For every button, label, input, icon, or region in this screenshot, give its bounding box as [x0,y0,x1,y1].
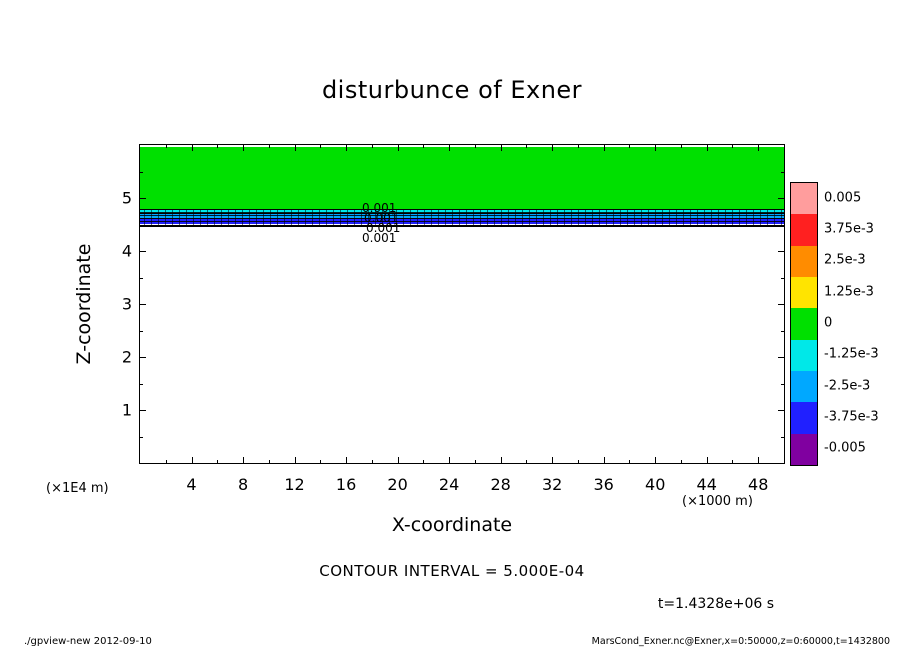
x-minor-tick [758,144,759,148]
x-minor-tick [166,144,167,148]
x-tick-label: 4 [186,475,197,494]
x-minor-tick [346,460,347,464]
colorbar-segment [791,214,817,245]
colorbar [790,182,818,466]
y-tick-label: 3 [121,294,132,314]
y-minor-tick [781,278,785,279]
x-tick-label: 24 [438,475,460,494]
x-minor-tick [192,144,193,148]
x-minor-tick [526,144,527,148]
y-tick [139,410,146,411]
x-tick-label: 32 [541,475,563,494]
x-minor-tick [655,144,656,148]
x-minor-tick [552,460,553,464]
colorbar-segment [791,340,817,371]
x-tick-label: 16 [335,475,357,494]
colorbar-segment [791,183,817,214]
contour-line [140,221,784,222]
x-minor-tick [423,460,424,464]
y-tick [139,198,146,199]
y-tick-right [778,198,785,199]
x-minor-tick [707,460,708,464]
colorbar-tick-label: 1.25e-3 [824,284,874,300]
x-minor-tick [501,144,502,148]
contour-line [140,215,784,216]
y-minor-tick [139,225,143,226]
y-axis-label: Z-coordinate [73,243,95,365]
x-minor-tick [192,460,193,464]
colorbar-tick-label: -2.5e-3 [824,378,871,394]
y-tick-label: 1 [121,400,132,420]
time-stamp: t=1.4328e+06 s [657,596,774,612]
x-tick-label: 44 [696,475,717,494]
contour-value-label: 0.001 [362,201,397,215]
x-minor-tick [243,144,244,148]
x-minor-tick [578,144,579,148]
x-minor-tick [681,144,682,148]
contour-value-label: 0.001 [362,231,397,245]
x-tick-label: 8 [237,475,249,494]
colorbar-tick-label: -3.75e-3 [824,409,879,425]
footer-left: ./gpview-new 2012-09-10 [24,636,152,647]
colorbar-tick-label: -1.25e-3 [824,346,879,362]
colorbar-tick-label: -0.005 [824,440,866,456]
x-minor-tick [501,460,502,464]
y-tick [139,357,146,358]
contour-band [140,227,784,463]
x-minor-tick [604,144,605,148]
x-minor-tick [475,460,476,464]
contour-boundary [140,226,784,227]
x-minor-tick [707,144,708,148]
y-tick-label: 5 [121,188,132,208]
x-minor-tick [578,460,579,464]
colorbar-segment [791,434,817,465]
x-minor-tick [269,144,270,148]
y-minor-tick [139,278,143,279]
colorbar-segment [791,371,817,402]
page-title: disturbunce of Exner [321,76,583,104]
x-minor-tick [655,460,656,464]
x-axis-unit: (×1000 m) [682,494,753,509]
contour-interval-note: CONTOUR INTERVAL = 5.000E-04 [319,562,585,580]
x-minor-tick [398,144,399,148]
x-minor-tick [243,460,244,464]
x-minor-tick [604,460,605,464]
x-tick-label: 20 [387,475,408,494]
y-minor-tick [781,384,785,385]
x-minor-tick [320,460,321,464]
y-minor-tick [781,172,785,173]
y-tick-right [778,410,785,411]
x-minor-tick [372,460,373,464]
x-tick-label: 12 [284,475,305,494]
x-minor-tick [423,144,424,148]
colorbar-segment [791,277,817,308]
contour-boundary [140,218,784,219]
colorbar-segment [791,308,817,339]
y-tick [139,304,146,305]
plot-area [121,144,785,494]
x-minor-tick [732,144,733,148]
x-tick-label: 36 [593,475,614,494]
x-minor-tick [758,460,759,464]
y-tick-label: 2 [121,347,132,367]
contour-boundary [140,209,784,210]
y-minor-tick [139,172,143,173]
x-minor-tick [629,460,630,464]
y-axis-unit: (×1E4 m) [46,481,109,496]
x-minor-tick [346,144,347,148]
x-axis-label: X-coordinate [391,514,513,536]
x-minor-tick [295,144,296,148]
x-minor-tick [295,460,296,464]
contour-value-label: 0.001 [366,221,401,235]
x-minor-tick [732,460,733,464]
x-tick-label: 40 [645,475,666,494]
colorbar-tick-label: 0 [824,315,833,331]
y-tick-label: 4 [121,241,132,261]
x-minor-tick [320,144,321,148]
x-minor-tick [166,460,167,464]
y-minor-tick [781,437,785,438]
x-minor-tick [217,144,218,148]
contour-boundary [140,213,784,214]
x-tick-label: 28 [490,475,511,494]
x-minor-tick [449,144,450,148]
y-tick-right [778,251,785,252]
colorbar-tick-label: 2.5e-3 [824,252,866,268]
y-minor-tick [139,384,143,385]
x-minor-tick [681,460,682,464]
x-minor-tick [269,460,270,464]
x-tick-label: 48 [748,475,769,494]
x-minor-tick [398,460,399,464]
colorbar-segment [791,402,817,433]
x-minor-tick [526,460,527,464]
colorbar-segment [791,246,817,277]
y-tick-right [778,357,785,358]
y-minor-tick [139,331,143,332]
y-minor-tick [139,437,143,438]
y-minor-tick [781,331,785,332]
footer-right: MarsCond_Exner.nc@Exner,x=0:50000,z=0:60000,t=1432800 [591,636,890,647]
y-tick [139,251,146,252]
x-minor-tick [629,144,630,148]
y-minor-tick [781,225,785,226]
x-minor-tick [475,144,476,148]
y-tick-right [778,304,785,305]
x-minor-tick [552,144,553,148]
colorbar-tick-label: 0.005 [824,190,862,206]
colorbar-tick-label: 3.75e-3 [824,221,874,237]
x-minor-tick [449,460,450,464]
x-minor-tick [217,460,218,464]
contour-band [140,147,784,210]
contour-value-label: 0.001 [364,211,399,225]
x-minor-tick [372,144,373,148]
